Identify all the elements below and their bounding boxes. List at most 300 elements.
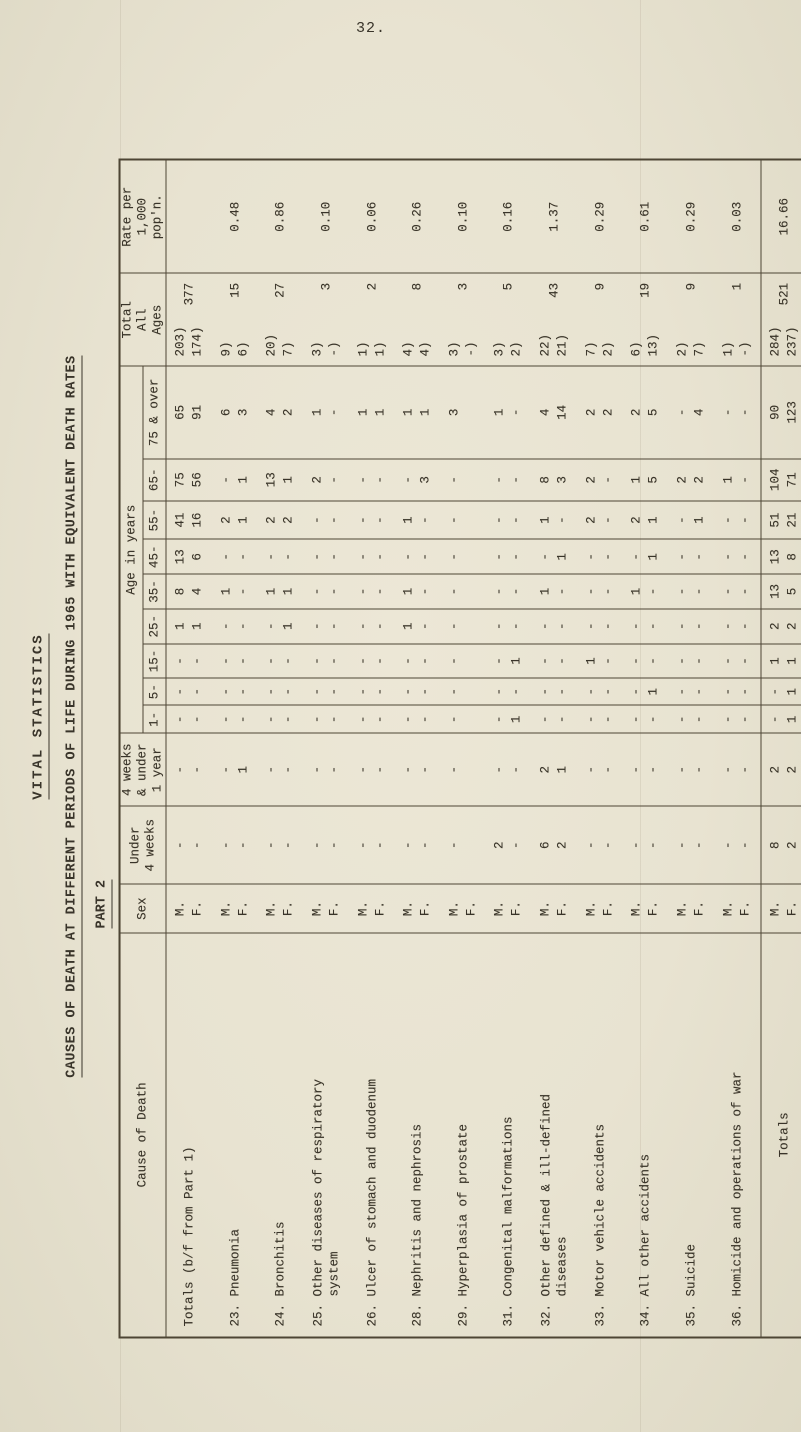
age-value: -: [235, 715, 250, 723]
age-value-cell: [166, 643, 212, 677]
age-value: [463, 733, 480, 804]
age-value: -: [675, 687, 690, 695]
age-value-cell: [394, 805, 440, 884]
sex-cell: [486, 884, 532, 932]
total-cell: [760, 273, 801, 366]
header-4-weeks-under-1-year-line: 4 weeks: [120, 742, 134, 796]
sex-cell: [714, 884, 760, 932]
cause-label: 28. Nephritis and nephrosis: [410, 1123, 425, 1326]
age-value-cell: [394, 539, 440, 574]
age-value-cell: [440, 539, 486, 574]
age-value: -: [446, 552, 461, 561]
age-value: -: [235, 587, 250, 595]
age-value-cell: [166, 733, 212, 805]
age-value: -: [309, 587, 324, 595]
header-age-group: [143, 500, 166, 538]
age-value: [463, 609, 480, 643]
cause-label: 33. Motor vehicle accidents: [592, 1123, 607, 1326]
cause-label: Totals (b/f from Part 1): [181, 1145, 196, 1326]
age-value-cell: [349, 458, 395, 500]
age-value: -: [629, 765, 644, 773]
age-value: 5: [646, 475, 661, 484]
age-value: 2: [583, 408, 598, 416]
total-sex-value: 203): [172, 325, 187, 356]
age-value: 1: [401, 587, 416, 595]
age-value: -: [675, 715, 690, 723]
total-combined-value: 9: [684, 282, 699, 290]
age-value-cell: [303, 574, 349, 608]
age-value: -: [401, 765, 416, 773]
header-4-weeks-under-1-year-line: 1 year: [150, 746, 164, 792]
age-value: -: [509, 552, 524, 561]
age-value-cell: [623, 608, 669, 643]
age-value: -: [600, 715, 615, 723]
header-rate-line: Rate per: [120, 186, 134, 247]
age-value-cell: [394, 366, 440, 459]
age-value: -: [309, 715, 324, 723]
total-sex-value: 4): [401, 340, 416, 356]
sex-cell: [440, 884, 486, 932]
age-value: -: [401, 552, 416, 561]
age-value: 1: [264, 587, 279, 595]
age-value: -: [692, 840, 707, 849]
age-value-cell: [166, 366, 212, 459]
age-value: -: [509, 587, 524, 595]
age-value-cell: [212, 458, 258, 500]
cause-cell: [668, 932, 714, 1337]
age-value: -: [264, 765, 279, 773]
sex-cell: [349, 884, 395, 932]
total-sex-value: 3): [446, 340, 461, 356]
age-value-cell: [303, 705, 349, 733]
age-value: -: [675, 656, 690, 665]
age-value: -: [629, 622, 644, 630]
age-value-cell: [486, 678, 532, 705]
age-value: -: [372, 765, 387, 773]
age-value-cell: [531, 574, 577, 608]
age-value: -: [737, 475, 752, 484]
age-value: -: [737, 765, 752, 773]
age-value: -: [737, 515, 752, 524]
age-value: -: [372, 656, 387, 665]
table-row: [531, 159, 577, 1337]
sex-cell: [668, 884, 714, 932]
age-value-cell: [349, 805, 395, 884]
age-value-cell: [486, 500, 532, 538]
age-value: 8: [538, 475, 553, 484]
cause-cell: [166, 932, 212, 1337]
sex-value: M.: [583, 900, 598, 916]
age-value-cell: [531, 539, 577, 574]
total-cell: [623, 273, 669, 366]
age-value: 1: [418, 408, 433, 416]
total-cell: [257, 273, 303, 366]
header-age-group: [143, 539, 166, 574]
header-total-all-ages-line: Ages: [150, 304, 164, 335]
age-value: 1: [218, 587, 233, 595]
age-value: -: [555, 656, 570, 665]
age-value: -: [218, 622, 233, 630]
age-value: -: [692, 587, 707, 595]
total-combined-value: 43: [547, 282, 562, 298]
age-value-cell: [623, 539, 669, 574]
age-value: -: [538, 715, 553, 723]
age-value: -: [720, 687, 735, 695]
age-value: 1: [401, 622, 416, 630]
age-value: -: [309, 515, 324, 524]
age-value-cell: [440, 705, 486, 733]
cause-cell: [257, 932, 303, 1337]
age-value: -: [509, 840, 524, 849]
age-value: -: [675, 408, 690, 416]
sex-value: F.: [463, 900, 478, 916]
age-value-cell: [714, 608, 760, 643]
age-value: -: [583, 687, 598, 695]
total-sex-value: 1): [372, 340, 387, 356]
sex-cell: [303, 884, 349, 932]
age-value: -: [281, 840, 296, 849]
total-cell: [486, 273, 532, 366]
age-value: -: [372, 840, 387, 849]
age-value: -: [235, 840, 250, 849]
cause-label: 36. Homicide and operations of war: [729, 1070, 744, 1326]
total-cell: [577, 273, 623, 366]
total-sex-value: 9): [218, 340, 233, 356]
total-sex-value: 6): [629, 340, 644, 356]
age-value: -: [326, 475, 341, 484]
age-value-cell: [714, 678, 760, 705]
age-value: -: [646, 622, 661, 630]
total-sex-value: 13): [646, 333, 661, 356]
age-value: 4: [692, 408, 707, 416]
header-rate-line: 1,000: [135, 197, 149, 235]
age-value: 1: [767, 656, 782, 665]
age-value-cell: [394, 705, 440, 733]
age-value: -: [172, 687, 187, 695]
rate-cell: 0.10: [303, 159, 349, 273]
age-value-cell: [623, 805, 669, 884]
age-value-cell: [394, 678, 440, 705]
age-value: 14: [555, 404, 570, 420]
age-value-cell: [623, 366, 669, 459]
sex-value: M.: [629, 900, 644, 916]
age-value-cell: [212, 733, 258, 805]
age-value-cell: [668, 539, 714, 574]
age-value-cell: [531, 608, 577, 643]
cause-label: 26. Ulcer of stomach and duodenum: [364, 1078, 379, 1326]
table-header: [119, 159, 166, 1337]
age-value: 1: [492, 408, 507, 416]
age-value: -: [418, 840, 433, 849]
age-value: [463, 459, 480, 500]
age-value-cell: [303, 458, 349, 500]
age-value: 2: [555, 840, 570, 849]
age-value: [463, 678, 480, 704]
age-value-cell: [714, 539, 760, 574]
age-value: 1: [509, 715, 524, 723]
sex-value: M.: [492, 900, 507, 916]
age-value: -: [326, 840, 341, 849]
header-age-group-label: 65-: [146, 468, 161, 491]
age-value-cell: [166, 678, 212, 705]
table-row: [303, 159, 349, 1337]
cause-label: 34. All other accidents: [638, 1153, 653, 1326]
age-value-cell: [166, 500, 212, 538]
age-value: 1: [355, 408, 370, 416]
header-under-4-weeks-line: Under: [127, 825, 142, 864]
age-value: 1: [646, 515, 661, 524]
cause-label: 35. Suicide: [684, 1243, 699, 1326]
total-sex-value: 174): [189, 325, 204, 356]
age-value-cell: [257, 539, 303, 574]
age-value: 6: [189, 552, 204, 561]
table-row: [212, 159, 258, 1337]
age-value: -: [189, 687, 204, 695]
age-value: [463, 539, 480, 573]
age-value-cell: [714, 458, 760, 500]
header-rate: [119, 159, 166, 273]
age-value: -: [172, 840, 187, 849]
sex-value: M.: [401, 900, 416, 916]
age-value: -: [646, 840, 661, 849]
age-value: -: [509, 515, 524, 524]
age-value: -: [309, 656, 324, 665]
total-sex-value: 2): [509, 340, 524, 356]
age-value: -: [218, 765, 233, 773]
sex-value: M.: [538, 900, 553, 916]
age-value-cell: [166, 705, 212, 733]
age-value-cell: [577, 733, 623, 805]
header-cause: [119, 932, 166, 1337]
age-value-cell: [486, 805, 532, 884]
sex-value: F.: [418, 900, 433, 916]
age-value-cell: [531, 705, 577, 733]
age-value-cell: [212, 366, 258, 459]
header-cause-line: Cause of Death: [135, 1081, 149, 1187]
age-value: -: [355, 765, 370, 773]
age-value: -: [326, 687, 341, 695]
age-value: -: [326, 622, 341, 630]
age-value-cell: [212, 500, 258, 538]
age-value: -: [600, 515, 615, 524]
age-value: 2: [784, 765, 799, 773]
age-value: 1: [281, 622, 296, 630]
age-value: 1: [555, 552, 570, 561]
age-value: -: [264, 840, 279, 849]
age-value: -: [172, 715, 187, 723]
age-value: -: [555, 715, 570, 723]
age-value: 75: [172, 471, 187, 487]
age-value: -: [600, 587, 615, 595]
sex-cell: [394, 884, 440, 932]
header-age-group-label: 5-: [146, 683, 161, 699]
total-sex-value: 20): [264, 333, 279, 356]
age-value: -: [583, 765, 598, 773]
sex-cell: [760, 884, 801, 932]
age-value-cell: [349, 539, 395, 574]
age-value: -: [720, 622, 735, 630]
age-value: -: [355, 656, 370, 665]
age-value: 41: [172, 512, 187, 528]
age-value: -: [600, 765, 615, 773]
total-sex-value: -): [737, 340, 752, 356]
age-value-cell: [394, 733, 440, 805]
age-value-cell: [212, 539, 258, 574]
sex-value: F.: [326, 900, 341, 916]
age-value: 3: [235, 408, 250, 416]
total-sex-value: 3): [309, 340, 324, 356]
table-row: [714, 159, 760, 1337]
age-value: -: [372, 552, 387, 561]
age-value-cell: [668, 805, 714, 884]
age-value: -: [555, 587, 570, 595]
cause-label: 23. Pneumonia: [227, 1228, 242, 1326]
age-value: 1: [538, 587, 553, 595]
age-value: -: [281, 715, 296, 723]
age-value: 2: [767, 765, 782, 773]
page-number: 32.: [356, 20, 387, 37]
age-value-cell: [394, 458, 440, 500]
cause-label: 32. Other defined & ill-defined: [539, 1093, 554, 1326]
age-value: -: [720, 840, 735, 849]
age-value: -: [418, 656, 433, 665]
age-value: -: [737, 840, 752, 849]
cause-cell: [212, 932, 258, 1337]
age-value: -: [600, 687, 615, 695]
age-value: 16: [189, 512, 204, 528]
sex-value: M.: [172, 900, 187, 916]
age-value: -: [600, 622, 615, 630]
total-sex-value: 2): [600, 340, 615, 356]
total-sex-value: 6): [235, 340, 250, 356]
total-cell: [212, 273, 258, 366]
age-value: -: [737, 656, 752, 665]
total-sex-value: 4): [418, 340, 433, 356]
age-value: -: [737, 622, 752, 630]
age-value: -: [446, 765, 461, 773]
age-value-cell: [760, 608, 801, 643]
age-value-cell: [257, 678, 303, 705]
age-value-cell: [166, 574, 212, 608]
age-value: -: [629, 552, 644, 561]
age-value: -: [692, 552, 707, 561]
age-value-cell: [349, 678, 395, 705]
age-value: 13: [172, 548, 187, 564]
age-value: 2: [629, 515, 644, 524]
age-value: -: [172, 765, 187, 773]
age-value: 2: [583, 515, 598, 524]
age-value-cell: [714, 643, 760, 677]
age-value-cell: [257, 458, 303, 500]
header-age-group: [143, 458, 166, 500]
age-value: [463, 806, 480, 884]
age-value: -: [372, 587, 387, 595]
age-value-cell: [714, 705, 760, 733]
rate-cell: 0.16: [486, 159, 532, 273]
age-value-cell: [531, 500, 577, 538]
header-age-group-label: 35-: [146, 579, 161, 603]
age-value-cell: [760, 678, 801, 705]
age-value: -: [355, 552, 370, 561]
age-value-cell: [257, 500, 303, 538]
header-age-group-label: 45-: [146, 545, 161, 568]
sex-value: F.: [281, 900, 296, 916]
age-value-cell: [257, 366, 303, 459]
age-value: 1: [629, 475, 644, 484]
age-value: -: [446, 475, 461, 484]
age-value: -: [509, 408, 524, 416]
cause-cell: [303, 932, 349, 1337]
age-value: 1: [583, 656, 598, 665]
age-value: -: [372, 687, 387, 695]
age-value-cell: [623, 500, 669, 538]
age-value-cell: [166, 608, 212, 643]
cause-cell: [623, 932, 669, 1337]
header-under-4-weeks: [119, 805, 166, 884]
age-value: -: [675, 552, 690, 561]
age-value: 1: [401, 408, 416, 416]
total-sex-value: 284): [767, 325, 782, 356]
age-value-cell: [303, 608, 349, 643]
age-value-cell: [349, 574, 395, 608]
age-value: [463, 574, 480, 607]
age-value-cell: [760, 805, 801, 884]
age-value-cell: [394, 500, 440, 538]
age-value-cell: [440, 678, 486, 705]
age-value: 2: [767, 622, 782, 630]
age-value: -: [629, 687, 644, 695]
age-value: -: [555, 687, 570, 695]
age-value: 2: [492, 840, 507, 849]
age-value: 6: [218, 408, 233, 416]
header-total-all-ages: [119, 273, 166, 366]
header-total-all-ages-line: All: [135, 307, 149, 331]
total-sex-value: 1): [355, 340, 370, 356]
age-value: -: [646, 656, 661, 665]
age-value: -: [767, 687, 782, 695]
age-value-cell: [760, 458, 801, 500]
cause-label: 25. Other diseases of respiratory: [310, 1078, 325, 1326]
age-value: -: [218, 552, 233, 561]
table-row: [440, 159, 486, 1337]
sex-value: F.: [646, 900, 661, 916]
table-row: [166, 159, 212, 1337]
header-under-4-weeks-line: 4 weeks: [142, 818, 157, 871]
age-value: -: [646, 587, 661, 595]
age-value: -: [401, 715, 416, 723]
age-value: -: [264, 552, 279, 561]
age-value: -: [372, 515, 387, 524]
total-cell: [440, 273, 486, 366]
age-value: -: [692, 622, 707, 630]
age-value-cell: [623, 678, 669, 705]
age-value: 2: [583, 475, 598, 484]
age-value: -: [326, 587, 341, 595]
age-value: 2: [281, 515, 296, 524]
age-value: 21: [784, 512, 799, 528]
total-sex-value: -): [463, 340, 478, 356]
age-value: -: [418, 587, 433, 595]
age-value: -: [600, 552, 615, 561]
age-value: -: [509, 765, 524, 773]
age-value: 2: [309, 475, 324, 484]
age-value-cell: [714, 733, 760, 805]
age-value: -: [326, 656, 341, 665]
table-row: [577, 159, 623, 1337]
age-value: -: [264, 622, 279, 630]
age-value: -: [446, 515, 461, 524]
age-value-cell: [257, 805, 303, 884]
